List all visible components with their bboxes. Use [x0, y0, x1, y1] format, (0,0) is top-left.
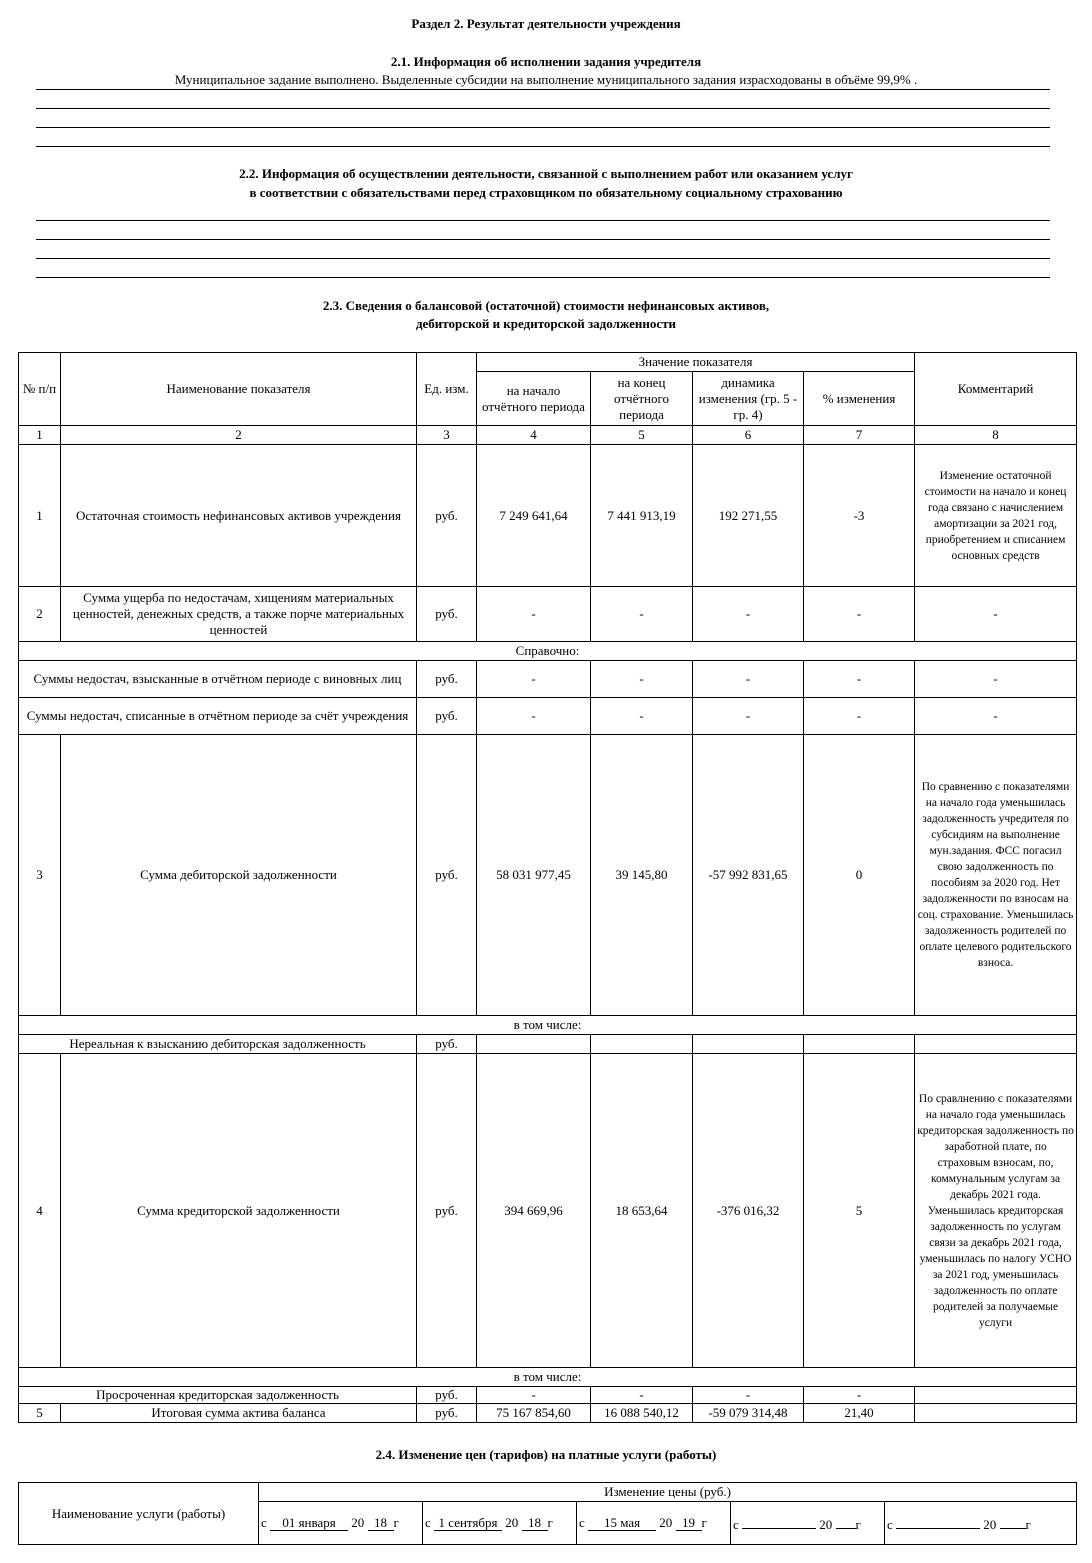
date-year: 18 [368, 1515, 394, 1531]
row-start: - [477, 698, 591, 735]
fill-line [36, 127, 1050, 128]
row-comment: Изменение остаточной стоимости на начало и конец года связано с начислением амортизации за 2021 год, приобретением и списанием основных средств [915, 445, 1077, 587]
row-start: 75 167 854,60 [477, 1404, 591, 1423]
row-percent: - [804, 1387, 915, 1404]
table-row [19, 445, 1077, 587]
row-num: 5 [19, 1404, 61, 1423]
row-start: - [477, 587, 591, 642]
row-end: - [591, 698, 693, 735]
date-column-3 [577, 1502, 731, 1545]
row-end [591, 1035, 693, 1054]
fill-line [36, 277, 1050, 278]
row-unit: руб. [417, 1054, 477, 1368]
from-label: с [579, 1515, 585, 1530]
year-suffix: г [547, 1515, 553, 1530]
col-number: 6 [693, 426, 804, 445]
table-row [19, 698, 1077, 735]
row-dynamics: - [693, 587, 804, 642]
date-daymonth: 1 сентября [434, 1515, 502, 1531]
row-unit: руб. [417, 587, 477, 642]
date-year: 19 [676, 1515, 702, 1531]
row-name: Просроченная кредиторская задолженность [19, 1387, 417, 1404]
row-unit: руб. [417, 445, 477, 587]
section-2-2-title-line2: в соответствии с обязательствами перед страховщиком по обязательному социальному страхованию [249, 185, 843, 200]
row-comment [915, 1035, 1077, 1054]
row-percent: 5 [804, 1054, 915, 1368]
col-number: 4 [477, 426, 591, 445]
table-row [19, 587, 1077, 642]
date-year: 18 [522, 1515, 548, 1531]
date-daymonth [896, 1513, 980, 1529]
row-percent: 21,40 [804, 1404, 915, 1423]
row-end: - [591, 587, 693, 642]
col-number: 1 [19, 426, 61, 445]
fill-line [36, 239, 1050, 240]
year-prefix: 20 [819, 1517, 833, 1532]
table-row [19, 1054, 1077, 1368]
price-change-head: Изменение цены (руб.) [259, 1483, 1077, 1502]
section-2-4-title: 2.4. Изменение цен (тарифов) на платные услуги (работы) [375, 1447, 717, 1462]
row-dynamics: - [693, 698, 804, 735]
row-unit: руб. [417, 1387, 477, 1404]
date-year [1000, 1513, 1026, 1529]
service-name-head: Наименование услуги (работы) [19, 1483, 259, 1545]
row-name: Сумма ущерба по недостачам, хищениям материальных ценностей, денежных средств, а также порче материальных ценностей [61, 587, 417, 642]
row-name: Суммы недостач, списанные в отчётном периоде за счёт учреждения [19, 698, 417, 735]
row-end: - [591, 1387, 693, 1404]
row-end: - [591, 661, 693, 698]
row-comment: - [915, 698, 1077, 735]
row-start: 58 031 977,45 [477, 735, 591, 1016]
row-end: 16 088 540,12 [591, 1404, 693, 1423]
section-2-1-title: 2.1. Информация об исполнении задания учредителя [390, 54, 702, 69]
col-number: 5 [591, 426, 693, 445]
row-percent: -3 [804, 445, 915, 587]
row-end: 39 145,80 [591, 735, 693, 1016]
row-dynamics: -376 016,32 [693, 1054, 804, 1368]
row-num: 3 [19, 735, 61, 1016]
row-dynamics: - [693, 661, 804, 698]
head-num: № п/п [19, 353, 61, 426]
balance-table [18, 352, 1077, 1423]
row-comment: По сравнению с показателями на начало года уменьшилась задолженность учредителя по субсидиям на выполнение мун.задания. ФСС погасил свою задолженность по пособиям за 2020 год. Нет задолженности по взносам на соц. страхование. Уменьшилась задолженность родителей по оплате целевого родительского взноса. [915, 735, 1077, 1016]
row-comment [915, 1387, 1077, 1404]
including-label: в том числе: [19, 1016, 1077, 1035]
head-value-group: Значение показателя [477, 353, 915, 372]
row-unit: руб. [417, 1035, 477, 1054]
row-dynamics [693, 1035, 804, 1054]
section-2-2-title-line1: 2.2. Информация об осуществлении деятельности, связанной с выполнением работ или оказанием услуг [239, 166, 853, 181]
row-start: - [477, 1387, 591, 1404]
row-end: 7 441 913,19 [591, 445, 693, 587]
including-label: в том числе: [19, 1368, 1077, 1387]
table-row [19, 1035, 1077, 1054]
table-row [19, 735, 1077, 1016]
col-number: 8 [915, 426, 1077, 445]
fill-line [36, 108, 1050, 109]
year-prefix: 20 [351, 1515, 365, 1530]
row-start: - [477, 661, 591, 698]
head-unit: Ед. изм. [417, 353, 477, 426]
row-percent: - [804, 698, 915, 735]
row-num: 2 [19, 587, 61, 642]
col-number: 7 [804, 426, 915, 445]
section-2-3-title-line1: 2.3. Сведения о балансовой (остаточной) стоимости нефинансовых активов, [322, 298, 770, 313]
row-percent: - [804, 661, 915, 698]
head-end: на конец отчётного периода [591, 372, 693, 426]
from-label: с [261, 1515, 267, 1530]
row-unit: руб. [417, 1404, 477, 1423]
section-title: Раздел 2. Результат деятельности учреждения [411, 16, 681, 31]
head-dynamics: динамика изменения (гр. 5 - гр. 4) [693, 372, 804, 426]
table-row [19, 1404, 1077, 1423]
year-suffix: г [701, 1515, 707, 1530]
row-unit: руб. [417, 698, 477, 735]
head-start: на начало отчётного периода [477, 372, 591, 426]
date-column-4 [731, 1502, 885, 1545]
row-percent: 0 [804, 735, 915, 1016]
row-end: 18 653,64 [591, 1054, 693, 1368]
head-name: Наименование показателя [61, 353, 417, 426]
year-prefix: 20 [983, 1517, 997, 1532]
head-comment: Комментарий [915, 353, 1077, 426]
row-dynamics: 192 271,55 [693, 445, 804, 587]
row-name: Нереальная к взысканию дебиторская задолженность [19, 1035, 417, 1054]
row-num: 1 [19, 445, 61, 587]
year-prefix: 20 [659, 1515, 673, 1530]
row-comment: - [915, 587, 1077, 642]
row-num: 4 [19, 1054, 61, 1368]
row-comment: По сравлнению с показателями на начало года уменьшилась кредиторская задолженность по заработной плате, по страховым взносам, по, коммунальным услугам за декабрь 2021 года. Уменьшилась кредиторская задолженность по услугам связи за декабрь 2021 года, уменьшилась по налогу УСНО за 2021 год, уменьшилась задолженность по оплате родителей за получаемые услуги [915, 1054, 1077, 1368]
row-name: Сумма кредиторской задолженности [61, 1054, 417, 1368]
row-name: Итоговая сумма актива баланса [61, 1404, 417, 1423]
from-label: с [733, 1517, 739, 1532]
row-dynamics: -57 992 831,65 [693, 735, 804, 1016]
reference-label: Справочно: [19, 642, 1077, 661]
fill-line [36, 146, 1050, 147]
from-label: с [887, 1517, 893, 1532]
date-daymonth: 01 января [270, 1515, 348, 1531]
row-name: Суммы недостач, взысканные в отчётном периоде с виновных лиц [19, 661, 417, 698]
row-percent: - [804, 587, 915, 642]
date-column-2 [423, 1502, 577, 1545]
row-percent [804, 1035, 915, 1054]
year-suffix: г [1025, 1517, 1031, 1532]
price-change-table [18, 1482, 1077, 1545]
fill-line [36, 220, 1050, 221]
row-unit: руб. [417, 661, 477, 698]
date-daymonth: 15 мая [588, 1515, 656, 1531]
year-suffix: г [393, 1515, 399, 1530]
row-start: 7 249 641,64 [477, 445, 591, 587]
section-2-3-title-line2: дебиторской и кредиторской задолженности [415, 316, 677, 331]
from-label: с [425, 1515, 431, 1530]
row-start [477, 1035, 591, 1054]
fill-line [36, 89, 1050, 90]
row-comment [915, 1404, 1077, 1423]
date-year [836, 1513, 856, 1529]
row-dynamics: - [693, 1387, 804, 1404]
head-percent: % изменения [804, 372, 915, 426]
row-dynamics: -59 079 314,48 [693, 1404, 804, 1423]
date-column-1 [259, 1502, 423, 1545]
row-start: 394 669,96 [477, 1054, 591, 1368]
fill-line [36, 258, 1050, 259]
row-name: Сумма дебиторской задолженности [61, 735, 417, 1016]
section-2-1-text: Муниципальное задание выполнено. Выделенные субсидии на выполнение муниципального задания израсходованы в объёме 99,9% . [174, 72, 918, 87]
date-column-5 [885, 1502, 1077, 1545]
table-row [19, 1387, 1077, 1404]
year-prefix: 20 [505, 1515, 519, 1530]
col-number: 3 [417, 426, 477, 445]
year-suffix: г [855, 1517, 861, 1532]
table-row [19, 661, 1077, 698]
col-number: 2 [61, 426, 417, 445]
date-daymonth [742, 1513, 816, 1529]
row-name: Остаточная стоимость нефинансовых активов учреждения [61, 445, 417, 587]
row-comment: - [915, 661, 1077, 698]
row-unit: руб. [417, 735, 477, 1016]
